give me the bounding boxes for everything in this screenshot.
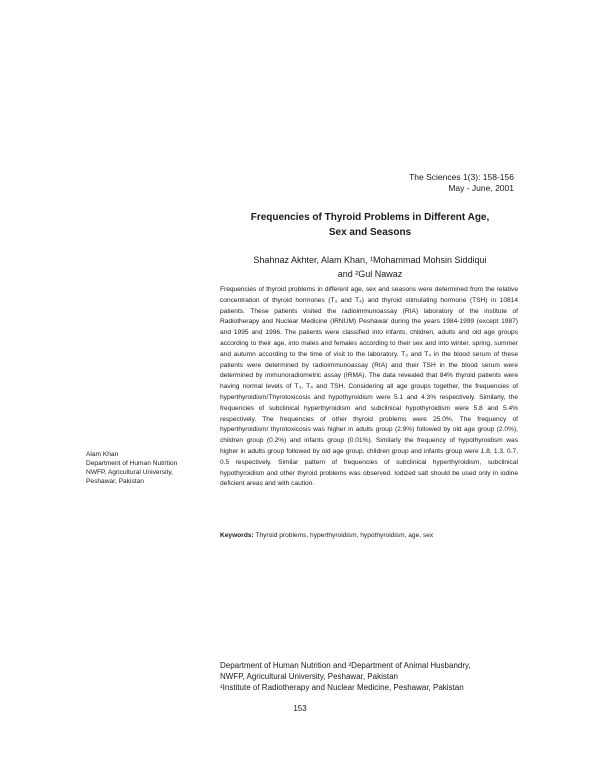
authors-line2: and ²Gul Nawaz xyxy=(337,269,403,279)
corresponding-author-dept: Department of Human Nutrition xyxy=(86,460,178,467)
abstract-text: Frequencies of thyroid problems in different age, sex and seasons were determined from the relative concentration of thyroid hormones (T₃ and T₄) and thyroid stimulating hormone (TSH) in 10814 patients. These patients visited the radioimmunoassay (RIA) laboratory of the institute of Radiotherapy and Nuclear Medicine (IRNUM) Peshawar during the years 1984-1999 (except 1987) and 1995 and 1996. The patients were classified into infants, children, adults and old age groups according to their age, into males and females according to their sex and into winter, spring, summer and autumn according to the time of visit to the laboratory. T₃ and T₄ in the blood serum of these patients were determined by radioimmunoassay (RIA) and their TSH in the blood serum were determined by immunoradiometric assay (IRMA). The data revealed that 84% thyroid patients were having normal levels of T₃, T₄ and TSH. Considering all age groups together, the frequencies of hyperthyroidism/Thyrotoxicosis and hypothyroidism were 5.1 and 4.3% respectively. Similarly, the frequencies of subclinical hyperthyroidism and subclinical hypothyroidism were 5.8 and 5.4% respectively. The frequencies of other thyroid problems were 25.0%. The frequency of hyperthyroidism/ thyrotoxicosis was higher in adults group (2.9%) followed by old age group (2.0%), children group (0.2%) and infants group (0.01%). Similarly the frequency of hypothyroidism was higher in adults group followed by old age group, children group and infants group were 1.8, 1.3, 0.7, 0.5 respectively. Similar pattern of frequencies of subclinical hyperthyroidism, subclinical hypothyroidism and other thyroid problems was observed. Iodized salt should be used only in iodine deficient areas and with caution. xyxy=(220,286,518,488)
footnote-line3: ¹Institute of Radiotherapy and Nuclear Medicine, Peshawar, Pakistan xyxy=(220,683,464,692)
footnote-line1: Department of Human Nutrition and ²Department of Animal Husbandry, xyxy=(220,661,471,670)
journal-date: May - June, 2001 xyxy=(448,183,514,193)
corresponding-author-name: Alam Khan xyxy=(86,451,119,458)
corresponding-author-city: Peshawar, Pakistan xyxy=(86,478,144,485)
page-number: 153 xyxy=(293,704,307,713)
affiliation-footnotes xyxy=(220,660,525,693)
keywords-text: Thyroid problems, hyperthyroidism, hypothyroidism, age, sex xyxy=(255,532,434,539)
keywords-label: Keywords: xyxy=(220,532,254,539)
article-title-line1: Frequencies of Thyroid Problems in Different Age, xyxy=(250,212,490,223)
footnote-line2: NWFP, Agricultural University, Peshawar, Pakistan xyxy=(220,672,398,681)
keywords xyxy=(220,531,520,540)
corresponding-author-block xyxy=(86,450,211,486)
authors-line1: Shahnaz Akhter, Alam Khan, ¹Mohammad Mohsin Siddiqui xyxy=(253,255,487,265)
journal-citation: The Sciences 1(3): 158-156 xyxy=(409,172,514,182)
article-title-line2: Sex and Seasons xyxy=(328,227,412,238)
corresponding-author-univ: NWFP, Agricultural University, xyxy=(86,469,173,476)
